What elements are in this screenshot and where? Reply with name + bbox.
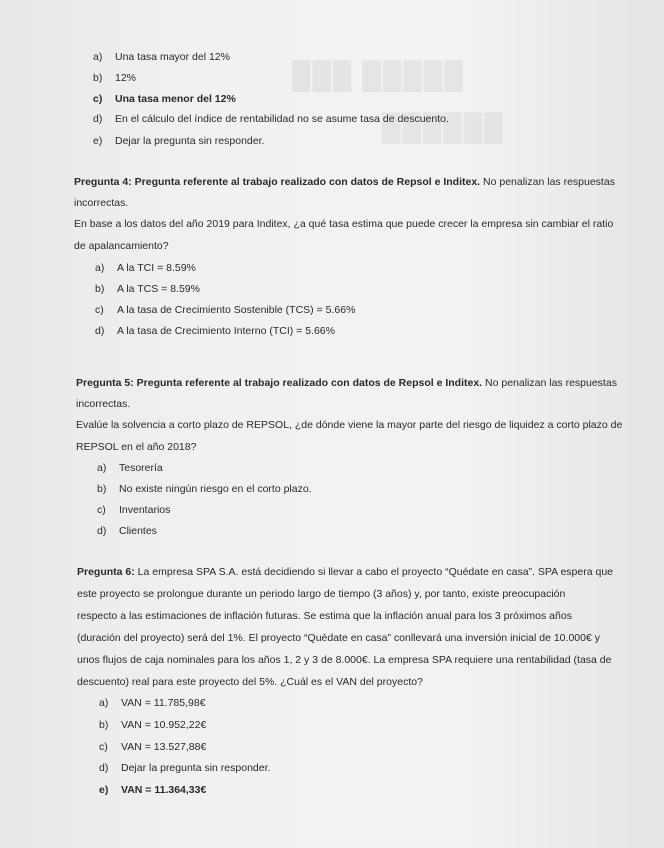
question-6-line: (duración del proyecto) será del 1%. El proyecto “Quédate en casa” conllevará una inversión inicial de 10.000€ y — [77, 632, 600, 644]
option-b: b) No existe ningún riesgo en el corto plazo. — [97, 483, 312, 495]
option-b: b) 12% — [93, 72, 137, 84]
option-c: c) Una tasa menor del 12% — [93, 93, 236, 105]
question-5-body: Evalúe la solvencia a corto plazo de REPSOL, ¿de dónde viene la mayor parte del riesgo de liquidez a corto plazo de — [76, 419, 623, 431]
question-4-title: Pregunta 4: Pregunta referente al trabajo realizado con datos de Repsol e Inditex. No penalizan las respuestas — [74, 176, 615, 188]
option-b: b) VAN = 10.952,22€ — [99, 719, 207, 731]
show-through-mark: ██████ — [380, 112, 503, 142]
question-6-line: Pregunta 6: La empresa SPA S.A. está decidiendo si llevar a cabo el proyecto “Quédate en casa”. SPA espera que — [77, 566, 613, 578]
option-b: b) A la TCS = 8.59% — [95, 283, 200, 295]
question-4-title-cont: incorrectas. — [74, 197, 129, 209]
option-c: c) VAN = 13.527,88€ — [99, 741, 207, 753]
option-a: a) Tesorería — [97, 462, 163, 474]
question-4-body: En base a los datos del año 2019 para Inditex, ¿a qué tasa estima que puede crecer la empresa sin cambiar el ratio — [74, 218, 614, 230]
option-d: d) En el cálculo del índice de rentabilidad no se asume tasa de descuento. — [93, 113, 449, 125]
question-6-line: este proyecto se prolongue durante un periodo largo de tiempo (3 años) y, por tanto, existe preocupación — [77, 588, 566, 600]
question-6-line: respecto a las estimaciones de inflación futuras. Se estima que la inflación anual para los 3 próximos años — [77, 610, 572, 622]
option-a: a) A la TCI = 8.59% — [95, 262, 196, 274]
option-d: d) Clientes — [97, 525, 157, 537]
option-e: e) Dejar la pregunta sin responder. — [93, 135, 265, 147]
question-6-line: descuento) real para este proyecto del 5%. ¿Cuál es el VAN del proyecto? — [77, 676, 423, 688]
option-c: c) A la tasa de Crecimiento Sostenible (TCS) = 5.66% — [95, 304, 356, 316]
option-c: c) Inventarios — [97, 504, 171, 516]
option-a: a) Una tasa mayor del 12% — [93, 51, 230, 63]
question-6-line: unos flujos de caja nominales para los años 1, 2 y 3 de 8.000€. La empresa SPA requiere una rentabilidad (tasa de — [77, 654, 612, 666]
question-5-body-cont: REPSOL en el año 2018? — [76, 441, 197, 453]
option-a: a) VAN = 11.785,98€ — [99, 697, 206, 709]
option-d: d) A la tasa de Crecimiento Interno (TCI) = 5.66% — [95, 325, 335, 337]
question-4-body-cont: de apalancamiento? — [74, 240, 169, 252]
option-d: d) Dejar la pregunta sin responder. — [99, 762, 271, 774]
question-5-title: Pregunta 5: Pregunta referente al trabajo realizado con datos de Repsol e Inditex. No penalizan las respuestas — [76, 377, 617, 389]
question-5-title-cont: incorrectas. — [76, 398, 131, 410]
option-e: e) VAN = 11.364,33€ — [99, 784, 207, 796]
show-through-mark: █████ ███ — [290, 60, 463, 90]
